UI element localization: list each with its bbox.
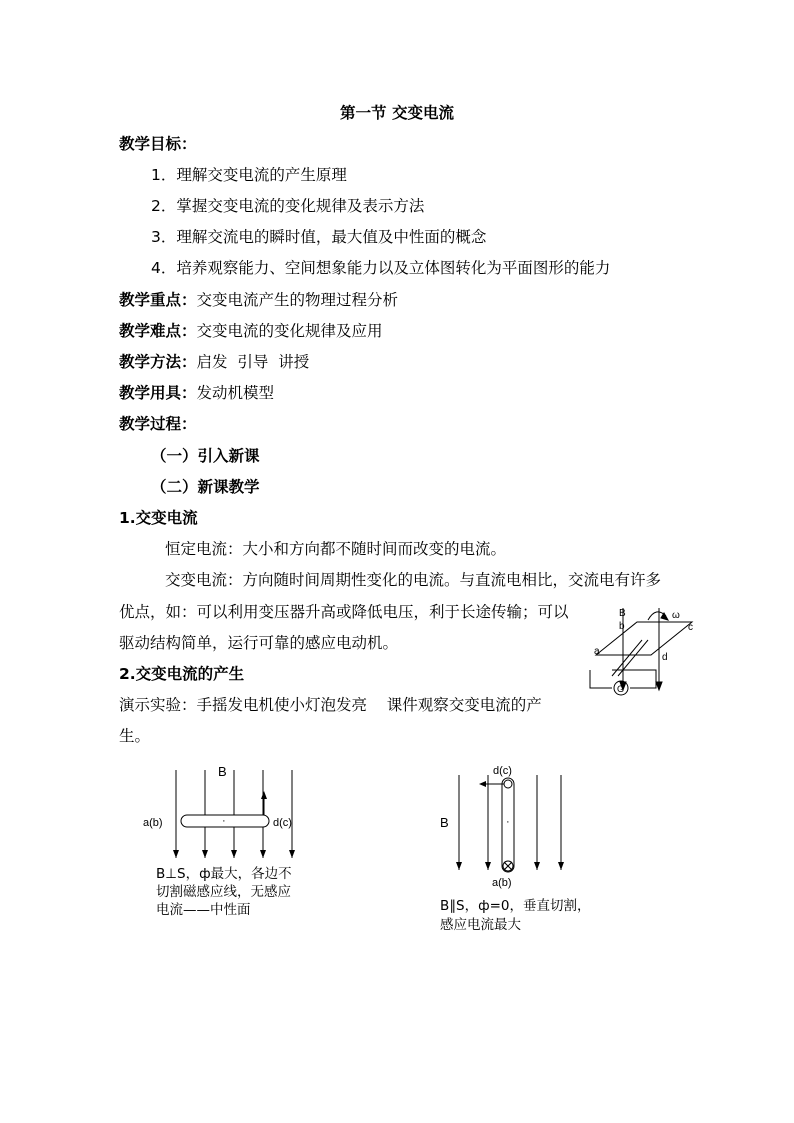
label-dot: · [506, 816, 510, 828]
label-c: c [688, 622, 693, 633]
objective-item: 4．培养观察能力、空间想象能力以及立体图转化为平面图形的能力 [151, 259, 611, 277]
arrow-head [558, 862, 564, 870]
max-current-diagram [430, 760, 580, 895]
label-ab: a(b) [143, 817, 163, 829]
label-omega: ω [672, 610, 680, 621]
rotation-axis [612, 640, 642, 676]
arrow-head [261, 791, 267, 799]
process-part: （二）新课教学 [151, 478, 260, 496]
difficulty-label: 教学难点： [119, 322, 197, 340]
arrow-head [485, 862, 491, 870]
section2-heading: 2.交变电流的产生 [119, 665, 245, 683]
objectives-heading: 教学目标： [119, 135, 197, 153]
label-ab: a(b) [492, 877, 512, 889]
arrow-head [231, 850, 237, 858]
method-text: 启发 引导 讲授 [196, 353, 310, 371]
arrow-head [656, 682, 662, 690]
tools-label: 教学用具： [119, 384, 197, 402]
left-caption: B⊥S，ф最大，各边不 [156, 866, 292, 882]
arrow-head [202, 850, 208, 858]
arrow-head [661, 613, 668, 620]
objective-item: 1．理解交变电流的产生原理 [151, 166, 347, 184]
difficulty-text: 交变电流的变化规律及应用 [196, 322, 383, 340]
coil-plane [596, 622, 692, 655]
key-point-row [119, 290, 398, 310]
label-B: B [619, 608, 626, 619]
tools-text: 发动机模型 [196, 384, 275, 402]
right-caption: B∥S，ф=0，垂直切割， [440, 898, 591, 914]
section1-paragraph: 交变电流：方向随时间周期性变化的电流。与直流电相比，交流电有许多 [165, 571, 662, 589]
arrow-head [479, 781, 486, 787]
key-point-text: 交变电流产生的物理过程分析 [196, 291, 399, 309]
circuit-wire [590, 670, 612, 688]
section2-paragraph: 演示实验：手摇发电机使小灯泡发亮 课件观察交变电流的产 [119, 696, 542, 714]
neutral-plane-diagram [140, 760, 310, 870]
method-row [119, 352, 309, 372]
label-b: b [619, 621, 625, 632]
right-caption: 感应电流最大 [440, 917, 521, 933]
generator-diagram [580, 600, 700, 700]
method-label: 教学方法： [119, 353, 197, 371]
objective-item: 2．掌握交变电流的变化规律及表示方法 [151, 197, 425, 215]
section1-heading: 1.交变电流 [119, 509, 198, 527]
left-caption: 切割磁感应线，无感应 [156, 884, 291, 900]
process-part: （一）引入新课 [151, 447, 260, 465]
arrow-head [289, 850, 295, 858]
arrow-head [534, 862, 540, 870]
process-heading: 教学过程： [119, 415, 197, 433]
objective-item: 3．理解交流电的瞬时值，最大值及中性面的概念 [151, 228, 487, 246]
arrow-head [456, 862, 462, 870]
section1-paragraph: 优点，如：可以利用变压器升高或降低电压，利于长途传输；可以 [119, 603, 569, 621]
arrow-head [173, 850, 179, 858]
tools-row [119, 383, 274, 403]
label-B: B [440, 815, 449, 830]
label-G: G [617, 684, 625, 694]
left-caption: 电流——中性面 [156, 902, 251, 918]
label-dc: d(c) [493, 765, 512, 777]
section1-paragraph: 驱动结构简单，运行可靠的感应电动机。 [119, 634, 399, 652]
label-a: a [594, 646, 600, 657]
page-title: 第一节 交变电流 [340, 104, 454, 122]
arrow-head [260, 850, 266, 858]
section2-paragraph: 生。 [119, 727, 151, 745]
section1-paragraph: 恒定电流：大小和方向都不随时间而改变的电流。 [165, 540, 507, 558]
key-point-label: 教学重点： [119, 291, 197, 309]
label-dot: · [222, 815, 226, 827]
label-B: B [218, 764, 227, 779]
label-d: d [662, 652, 668, 663]
difficulty-row [119, 321, 383, 341]
label-dc: d(c) [273, 817, 292, 829]
